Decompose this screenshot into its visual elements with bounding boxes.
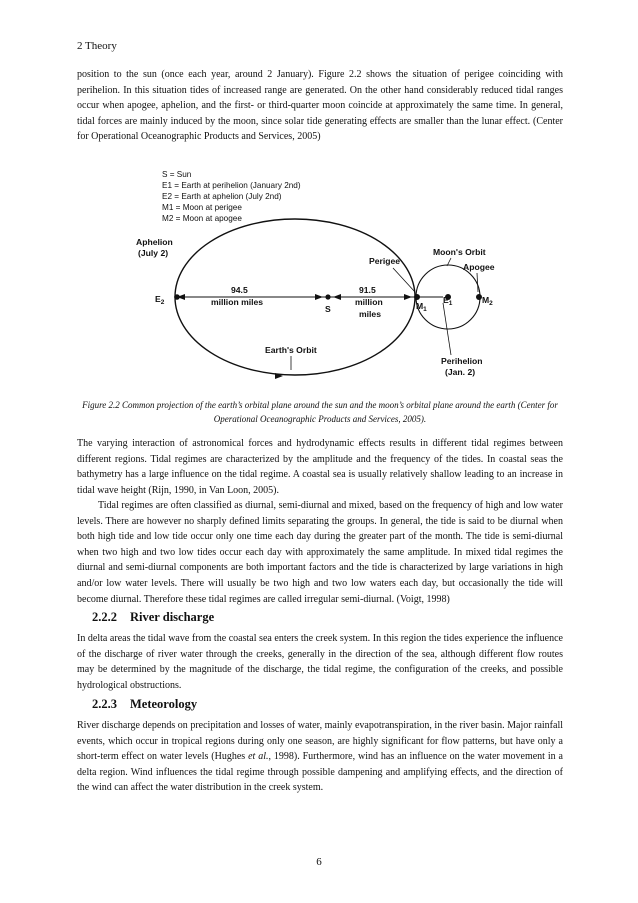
orbit-diagram xyxy=(133,164,513,386)
section-title: Meteorology xyxy=(130,697,198,711)
legend-line: S = Sun xyxy=(162,170,192,179)
e1-label: $E_1$ xyxy=(443,295,453,307)
perigee-label: Perigee xyxy=(369,256,401,266)
e2-label: $E_2$ xyxy=(155,294,165,306)
apogee-label: Apogee xyxy=(463,262,495,272)
perihelion-label: Perihelion xyxy=(441,356,483,366)
moons-orbit-label: Moon's Orbit xyxy=(433,247,486,257)
section-number: 2.2.2 xyxy=(92,610,117,624)
aphelion-date-label: (July 2) xyxy=(138,248,169,258)
section-heading-meteorology xyxy=(92,697,197,712)
paragraph-river-discharge: In delta areas the tidal wave from the coastal sea enters the creek system. In this region the tides experience the influence of the discharge of river water through the creeks, generally in the direction of the sea, although different flow routes may be determined by the magnitude of the discharge, the tidal regime, the configuration of the creeks, and possible hydrological obstructions. xyxy=(77,633,563,691)
page-number: 6 xyxy=(316,856,322,868)
paragraph-meteorology: River discharge depends on precipitation and losses of water, mainly evapotranspiration, in the river basin. Major rainfall events, which occur in tropical regions during only one season, are highly significant for flow patterns, but have only a short-term effect on water levels (Hughes et al., 1998). Furthermore, wind has an influence on the water movement in a delta region. Wind influences the tidal regime through possible dampening and amplifying effects, and the direction of the wind can affect the water distribution in the creek system. xyxy=(77,720,563,794)
paragraph-tidal-classification: Tidal regimes are often classified as diurnal, semi-diurnal and mixed, based on the frequency of high and low water levels. There are however no sharply defined limits separating the groups. In general, the tide is said to be diurnal when both high tide and low tide occur only one time each day during the greater part of the month. The tide is semi-diurnal when two high and two low tides occur each day with approximately the same amplitude. In mixed tidal regimes the diurnal and semi-diurnal components are both important factors and the tide is characterized by large variations in high and/or low water levels. There will usually be two high and two low waters each day, but occasionally the tide will become diurnal. Therefore these tidal regimes are called irregular semi-diurnal. (Voigt, 1998) xyxy=(77,500,563,605)
figure-caption: Figure 2.2 Common projection of the earth’s orbital plane around the sun and the moon’s orbital plane around the earth (Center for Operational Oceanographic Products and Services, 2005). xyxy=(82,400,558,424)
paragraph-perigee: position to the sun (once each year, around 2 January). Figure 2.2 shows the situation of perigee coinciding with perihelion. In this situation tides of increased range are generated. On the other hand considerably reduced tidal ranges occur when apogee, aphelion, and the first- or third-quarter moon coincide at approximately the same time. In general, tidal forces are mainly induced by the moon, since solar tide generating effects are smaller than the lunar effect. (Center for Operational Oceanographic Products and Services, 2005) xyxy=(77,69,563,143)
section-heading-river-discharge xyxy=(92,610,214,625)
legend-line: E2 = Earth at aphelion (July 2nd) xyxy=(162,192,282,201)
moon-m1-dot xyxy=(414,294,420,300)
m1-label: $M_1$ xyxy=(416,301,427,313)
running-header: 2 Theory xyxy=(77,40,117,52)
legend-line: M2 = Moon at apogee xyxy=(162,214,242,223)
distance-perihelion-value: 91.5 xyxy=(359,285,376,295)
distance-perihelion-unit: miles xyxy=(359,309,381,319)
aphelion-label: Aphelion xyxy=(136,237,173,247)
arrow-head xyxy=(404,294,412,300)
sun-dot xyxy=(325,294,330,299)
orbit-figure xyxy=(133,164,513,386)
legend-line: E1 = Earth at perihelion (January 2nd) xyxy=(162,181,301,190)
arrow-head xyxy=(333,294,341,300)
section-title: River discharge xyxy=(130,610,215,624)
apogee-leader-line xyxy=(477,273,478,292)
distance-aphelion-value: 94.5 xyxy=(231,285,248,295)
m2-label: $M_2$ xyxy=(482,295,493,307)
section-number: 2.2.3 xyxy=(92,697,117,711)
paragraph-tidal-regimes: The varying interaction of astronomical forces and hydrodynamic effects results in different tidal regimes between different regions. Tidal regimes are characterized by the amplitude and the frequency of the tides. In coastal seas the bathymetry has a large influence on the tidal regime. A coastal sea is usually relatively shallow leading to an increase in tidal wave height (Rijn, 1990, in Van Loon, 2005). xyxy=(77,438,563,496)
distance-aphelion-unit: million miles xyxy=(211,297,264,307)
distance-perihelion-unit: million xyxy=(355,297,383,307)
arrow-head xyxy=(315,294,323,300)
perihelion-date-label: (Jan. 2) xyxy=(445,367,476,377)
earths-orbit-label: Earth's Orbit xyxy=(265,345,317,355)
legend-line: M1 = Moon at perigee xyxy=(162,203,242,212)
sun-label: S xyxy=(325,304,331,314)
earth-e2-dot xyxy=(174,294,180,300)
